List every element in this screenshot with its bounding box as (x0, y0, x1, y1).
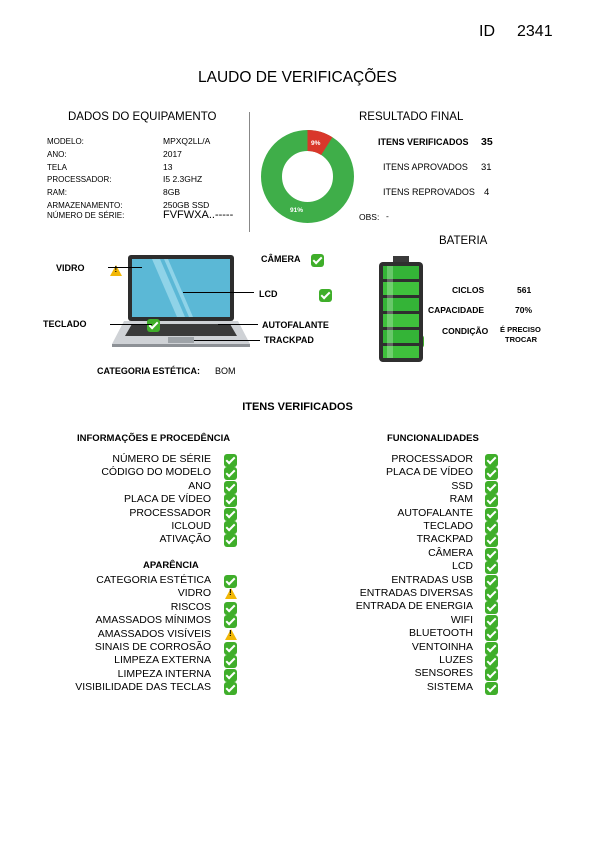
capacity-label: CAPACIDADE (428, 305, 485, 315)
obs-value: - (386, 211, 389, 221)
func-item-label: VENTOINHA (411, 640, 473, 653)
check-icon (224, 534, 237, 547)
verified-value: 35 (481, 136, 493, 148)
appearance-item-label: VIDRO (177, 587, 211, 600)
appearance-item-label: RISCOS (170, 600, 211, 613)
check-icon (485, 467, 498, 480)
spec-value: 250GB SSD (163, 200, 210, 210)
lcd-check-icon (319, 289, 332, 302)
appearance-item-label: SINAIS DE CORROSÃO (94, 641, 211, 653)
check-icon (485, 521, 498, 534)
donut-green-label: 91% (290, 207, 304, 214)
spec-value: 2017 (163, 149, 182, 159)
spec-value: I5 2.3GHZ (163, 174, 203, 184)
battery-shine (387, 266, 393, 358)
spec-label: MODELO: (47, 137, 84, 146)
info-item-label: PROCESSADOR (129, 506, 211, 519)
trackpad-label: TRACKPAD (264, 335, 314, 345)
check-icon (224, 655, 237, 668)
appearance-item-label: AMASSADOS MÍNIMOS (95, 614, 211, 627)
autofalante-label: AUTOFALANTE (262, 320, 329, 330)
check-icon (224, 454, 237, 467)
info-item-label: ATIVAÇÃO (159, 533, 211, 546)
check-icon (485, 481, 498, 494)
info-heading: INFORMAÇÕES E PROCEDÊNCIA (77, 433, 231, 444)
spec-label: ARMAZENAMENTO: (47, 201, 123, 210)
condition-value-line1: É PRECISO (500, 325, 541, 334)
donut-red-label: 9% (311, 140, 321, 147)
check-icon (485, 548, 498, 561)
func-item-label: PROCESSADOR (391, 453, 473, 465)
check-icon (224, 494, 237, 507)
result-heading: RESULTADO FINAL (359, 111, 464, 123)
spec-value: 13 (163, 162, 173, 172)
spec-label: PROCESSADOR: (47, 175, 112, 184)
info-item-label: CÓDIGO DO MODELO (101, 466, 211, 479)
func-item-label: CÂMERA (428, 546, 473, 559)
approved-label: ITENS APROVADOS (383, 162, 468, 172)
capacity-value: 70% (515, 305, 533, 315)
vertical-divider (249, 112, 250, 232)
info-item-label: PLACA DE VÍDEO (124, 493, 211, 506)
func-item-label: ENTRADAS DIVERSAS (359, 587, 473, 599)
autofalante-line (218, 324, 258, 325)
check-icon (224, 602, 237, 615)
warning-icon (225, 588, 237, 599)
checked-heading: ITENS VERIFICADOS (242, 401, 353, 413)
spec-label: TELA (47, 163, 68, 172)
func-item-label: ENTRADAS USB (391, 573, 473, 586)
aesthetic-value: BOM (215, 366, 236, 376)
func-item-label: LUZES (439, 654, 473, 666)
check-icon (224, 642, 237, 655)
func-item-label: PLACA DE VÍDEO (386, 466, 473, 479)
spec-value: MPXQ2LL/A (163, 136, 211, 146)
cycles-label: CICLOS (452, 285, 485, 295)
appearance-item-label: LIMPEZA INTERNA (117, 667, 211, 680)
check-icon (485, 454, 498, 467)
id-label: ID (479, 23, 495, 40)
spec-value: FVFWXA..----- (163, 209, 234, 221)
func-item-label: TRACKPAD (416, 533, 473, 546)
donut-green-ring (272, 141, 344, 213)
trackpad-line (194, 340, 260, 341)
laptop-bottom-edge (112, 344, 250, 347)
rejected-label: ITENS REPROVADOS (383, 187, 475, 197)
check-icon (485, 561, 498, 574)
battery-icon (376, 254, 426, 364)
aesthetic-label: CATEGORIA ESTÉTICA: (97, 366, 200, 376)
check-icon (224, 481, 237, 494)
func-item-label: WIFI (450, 613, 473, 626)
check-icon (485, 601, 498, 614)
check-icon (224, 575, 237, 588)
vidro-line (108, 267, 142, 268)
info-item-label: ICLOUD (171, 520, 211, 532)
obs-label: OBS: (359, 212, 380, 222)
appearance-item-label: VISIBILIDADE DAS TECLAS (75, 681, 211, 694)
verified-label: ITENS VERIFICADOS (378, 137, 469, 147)
laptop-keyboard (125, 324, 237, 336)
warning-icon (225, 629, 237, 640)
camera-check-icon (311, 254, 324, 267)
check-icon (485, 682, 498, 695)
appearance-heading: APARÊNCIA (143, 560, 199, 571)
lcd-line (183, 292, 254, 293)
func-item-label: LCD (451, 560, 473, 573)
appearance-item-label: AMASSADOS VISÍVEIS (97, 627, 211, 640)
lcd-label: LCD (259, 289, 278, 299)
spec-value: 8GB (163, 187, 181, 197)
vidro-label: VIDRO (56, 263, 85, 273)
check-icon (485, 615, 498, 628)
check-icon (485, 508, 498, 521)
id-value: 2341 (517, 23, 553, 40)
check-icon (485, 668, 498, 681)
battery-heading: BATERIA (439, 235, 488, 247)
camera-label: CÂMERA (261, 254, 301, 264)
condition-value-line2: TROCAR (505, 335, 538, 344)
check-icon (485, 655, 498, 668)
check-icon (485, 642, 498, 655)
check-icon (485, 628, 498, 641)
functionalities-heading: FUNCIONALIDADES (387, 433, 479, 444)
check-icon (485, 534, 498, 547)
func-item-label: SISTEMA (426, 680, 473, 693)
laptop-trackpad (168, 337, 194, 343)
equipment-heading: DADOS DO EQUIPAMENTO (68, 111, 217, 123)
check-icon (224, 508, 237, 521)
check-icon (224, 669, 237, 682)
info-item-label: NÚMERO DE SÉRIE (112, 453, 211, 465)
spec-label: NÚMERO DE SÉRIE: (47, 211, 125, 220)
appearance-item-label: CATEGORIA ESTÉTICA (96, 574, 211, 586)
func-item-label: SENSORES (414, 667, 473, 680)
check-icon (485, 575, 498, 588)
func-item-label: ENTRADA DE ENERGIA (355, 600, 473, 613)
info-item-label: ANO (188, 479, 211, 492)
teclado-check-icon (147, 319, 160, 332)
cycles-value: 561 (517, 285, 532, 295)
func-item-label: BLUETOOTH (409, 627, 473, 640)
check-icon (224, 467, 237, 480)
func-item-label: TECLADO (423, 520, 473, 532)
spec-label: ANO: (47, 150, 67, 159)
func-item-label: AUTOFALANTE (397, 506, 473, 519)
rejected-value: 4 (484, 187, 490, 198)
check-icon (485, 494, 498, 507)
appearance-item-label: LIMPEZA EXTERNA (114, 654, 211, 667)
approved-value: 31 (481, 162, 492, 173)
battery-cap (393, 256, 409, 263)
check-icon (224, 682, 237, 695)
check-icon (224, 615, 237, 628)
spec-label: RAM: (47, 188, 67, 197)
page-title: LAUDO DE VERIFICAÇÕES (198, 69, 397, 86)
check-icon (224, 521, 237, 534)
condition-label: CONDIÇÃO (442, 326, 489, 336)
func-item-label: RAM (449, 493, 473, 506)
teclado-line (110, 324, 152, 325)
check-icon (485, 588, 498, 601)
result-donut-chart (260, 129, 355, 224)
teclado-label: TECLADO (43, 319, 87, 329)
func-item-label: SSD (451, 479, 473, 492)
